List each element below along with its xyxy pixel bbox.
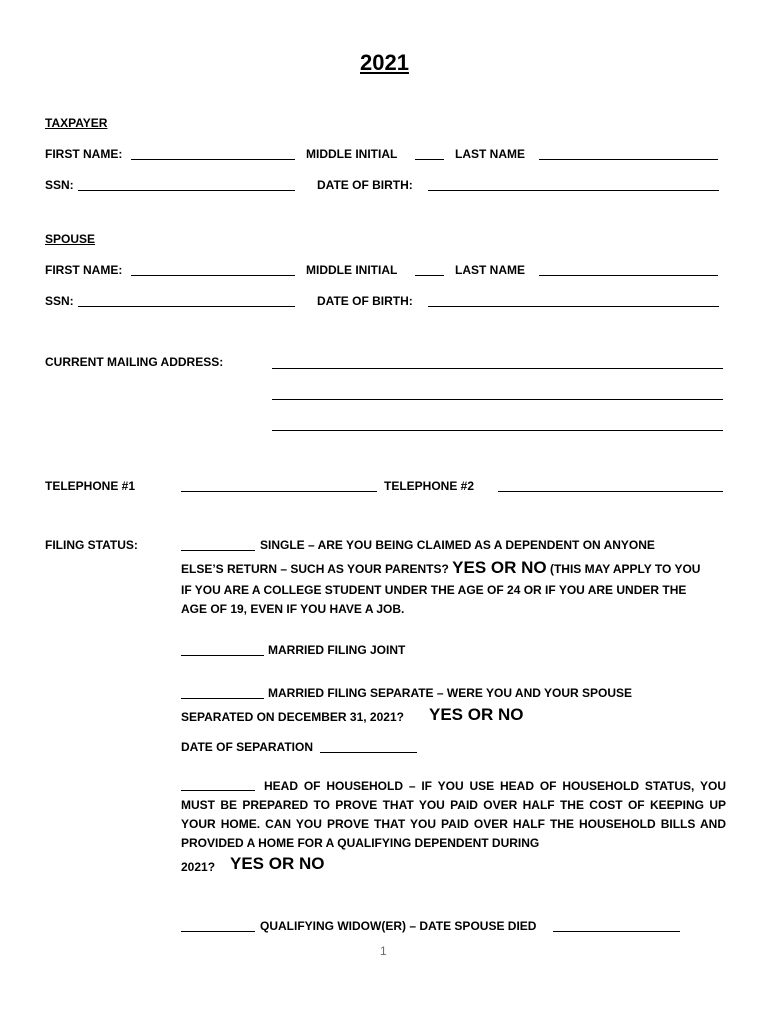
mailing-address-label: CURRENT MAILING ADDRESS: [45,355,224,369]
spouse-heading: SPOUSE [45,232,96,246]
taxpayer-last-name-field[interactable] [539,159,718,160]
married-joint-label: MARRIED FILING JOINT [268,643,406,657]
single-line-2-suffix: (THIS MAY APPLY TO YOU [549,562,701,576]
single-line-2-prefix: ELSE’S RETURN – SUCH AS YOUR PARENTS? [181,562,449,576]
telephone-1-label: TELEPHONE #1 [45,479,136,493]
mailing-address-line-3[interactable] [272,430,723,431]
mailing-address-line-2[interactable] [272,399,723,400]
telephone-1-field[interactable] [181,491,377,492]
date-of-separation-label: DATE OF SEPARATION [181,740,313,754]
telephone-2-label: TELEPHONE #2 [384,479,475,493]
taxpayer-middle-initial-label: MIDDLE INITIAL [306,147,398,161]
spouse-middle-initial-label: MIDDLE INITIAL [306,263,398,277]
spouse-dob-label: DATE OF BIRTH: [317,294,413,308]
single-line-4: AGE OF 19, EVEN IF YOU HAVE A JOB. [181,602,405,616]
married-separate-line-2: SEPARATED ON DECEMBER 31, 2021? [181,710,404,724]
married-separate-yes-no: YES OR NO [429,705,524,724]
spouse-last-name-label: LAST NAME [455,263,525,277]
married-joint-checkbox-line[interactable] [181,655,264,656]
taxpayer-dob-field[interactable] [428,190,719,191]
taxpayer-last-name-label: LAST NAME [455,147,525,161]
taxpayer-heading: TAXPAYER [45,116,108,130]
spouse-first-name-label: FIRST NAME: [45,263,123,277]
head-of-household-yes-no: YES OR NO [230,854,325,873]
married-separate-line-1: MARRIED FILING SEPARATE – WERE YOU AND YOUR SPOUSE [268,686,633,700]
single-checkbox-line[interactable] [181,550,255,551]
spouse-ssn-field[interactable] [78,306,295,307]
date-of-separation-field[interactable] [320,752,417,753]
spouse-first-name-field[interactable] [131,275,295,276]
single-line-3: IF YOU ARE A COLLEGE STUDENT UNDER THE AGE OF 24 OR IF YOU ARE UNDER THE [181,583,687,597]
date-spouse-died-field[interactable] [553,931,680,932]
taxpayer-first-name-field[interactable] [131,159,295,160]
widow-checkbox-line[interactable] [181,931,255,932]
single-line-1: SINGLE – ARE YOU BEING CLAIMED AS A DEPENDENT ON ANYONE [260,538,655,552]
widow-label: QUALIFYING WIDOW(ER) – DATE SPOUSE DIED [260,919,537,933]
mailing-address-line-1[interactable] [272,368,723,369]
taxpayer-dob-label: DATE OF BIRTH: [317,178,413,192]
page-title: 2021 [360,50,409,75]
spouse-last-name-field[interactable] [539,275,718,276]
single-line-2 [181,558,700,578]
taxpayer-ssn-label: SSN: [45,178,74,192]
head-of-household-year: 2021? [181,860,216,874]
head-of-household-text: HEAD OF HOUSEHOLD – IF YOU USE HEAD OF HOUSEHOLD STATUS, YOU MUST BE PREPARED TO PROVE THAT YOU PAID OVER HALF THE COST OF KEEPING UP YOUR HOME. CAN YOU PROVE THAT YOU PAID OVER HALF THE HOUSEHOLD BILLS AND PROVIDED A HOME FOR A QUALIFYING DEPENDENT DURING [181,779,726,850]
spouse-dob-field[interactable] [428,306,719,307]
spouse-ssn-label: SSN: [45,294,74,308]
taxpayer-ssn-field[interactable] [78,190,295,191]
page-number: 1 [380,944,387,958]
taxpayer-middle-initial-field[interactable] [415,159,444,160]
married-separate-checkbox-line[interactable] [181,698,264,699]
single-yes-no: YES OR NO [452,558,547,577]
telephone-2-field[interactable] [498,491,723,492]
filing-status-label: FILING STATUS: [45,538,138,552]
taxpayer-first-name-label: FIRST NAME: [45,147,123,161]
spouse-middle-initial-field[interactable] [415,275,444,276]
